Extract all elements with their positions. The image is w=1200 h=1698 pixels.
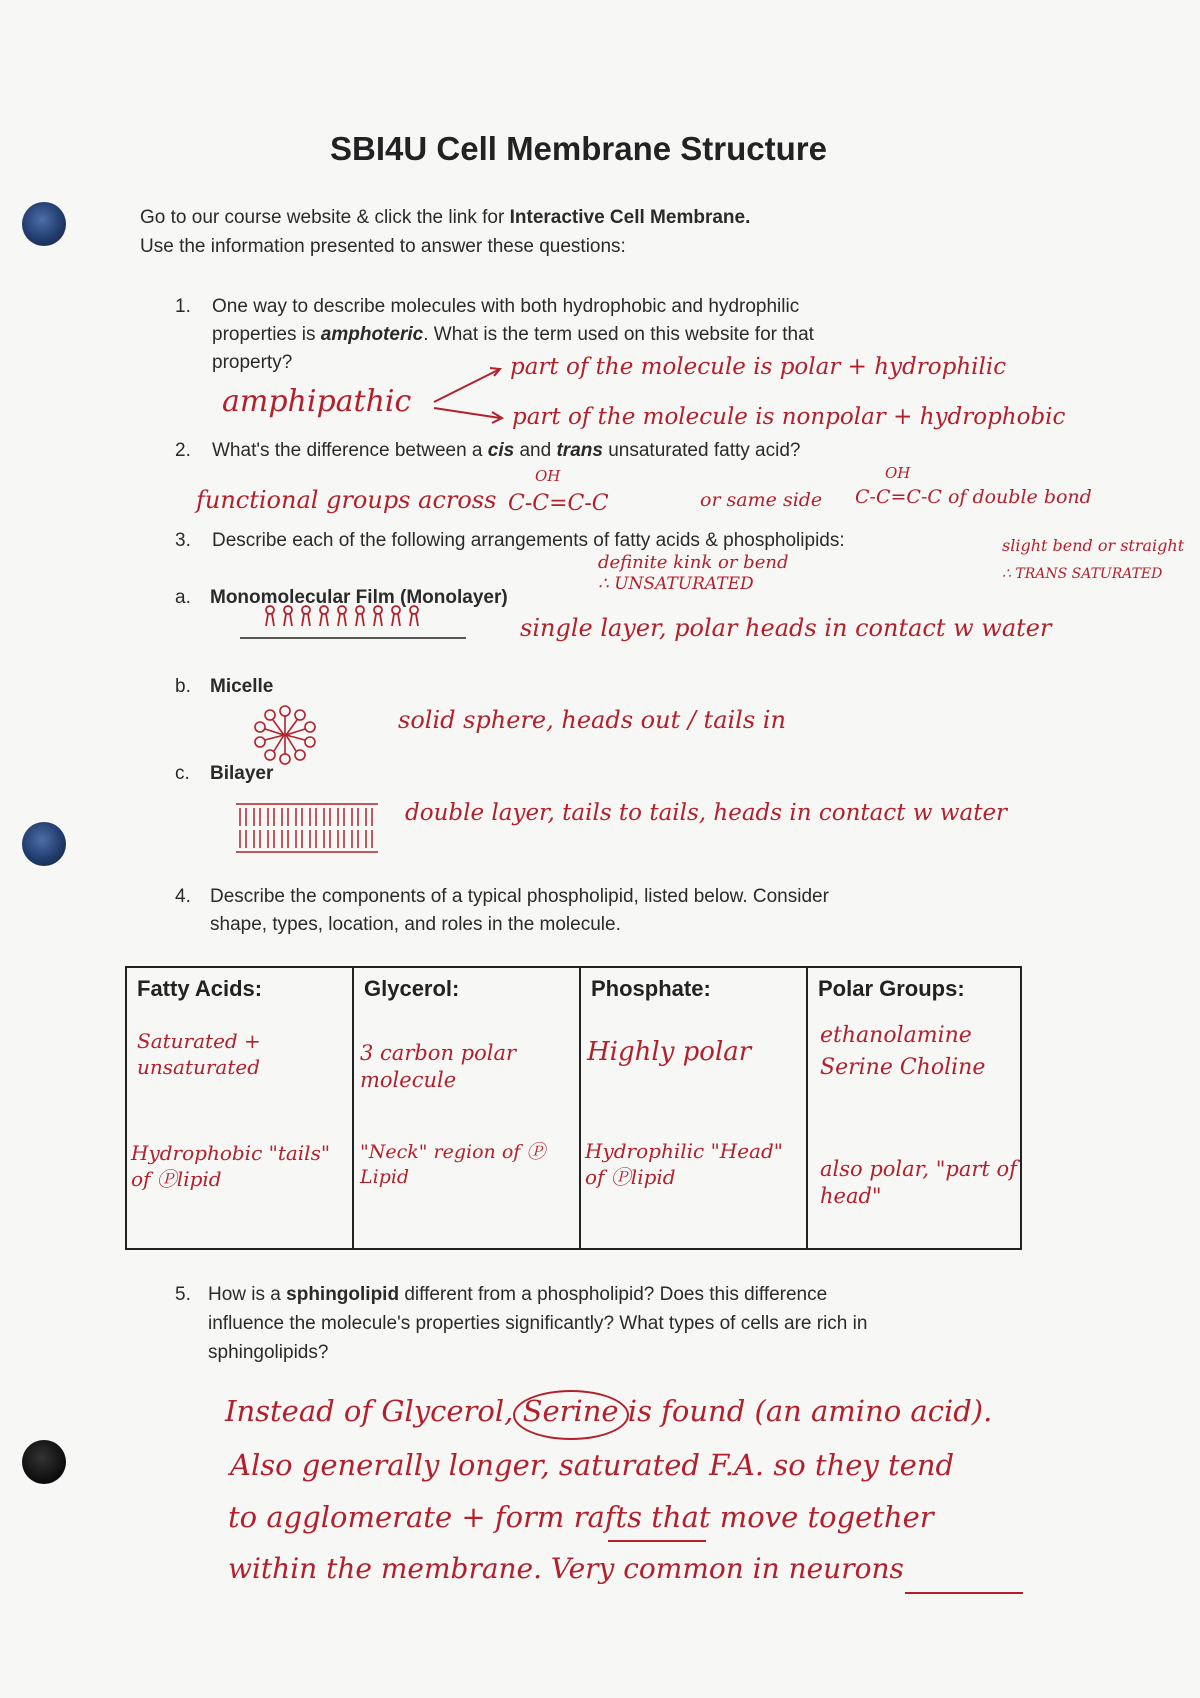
q5-answer-line-2: Also generally longer, saturated F.A. so they tend	[230, 1448, 955, 1482]
page-title: SBI4U Cell Membrane Structure	[330, 130, 827, 167]
fatty-acids-header: Fatty Acids:	[137, 976, 263, 1001]
q1-note-polar: part of the molecule is polar + hydrophilic	[510, 354, 1007, 380]
q2-oh-cis: OH	[535, 467, 561, 485]
q2-answer-cis: functional groups across	[196, 486, 497, 514]
q2-text-pre: What's the difference between a	[212, 440, 488, 461]
phosphate-cell	[580, 967, 807, 1249]
q3-number: 3.	[175, 530, 191, 551]
q2-oh-trans: OH	[885, 464, 911, 482]
phosphate-header: Phosphate:	[591, 976, 711, 1001]
q5-line-3: sphingolipids?	[208, 1342, 329, 1363]
monolayer-sketch	[240, 602, 470, 652]
q3-question: Describe each of the following arrangements of fatty acids & phospholipids:	[212, 530, 845, 551]
q3a-answer: single layer, polar heads in contact w water	[520, 614, 1052, 642]
q2-cis: cis	[487, 440, 515, 461]
q3c-text-bold: Bilayer	[210, 763, 274, 784]
punch-hole-middle	[22, 822, 66, 866]
glycerol-answer-2: "Neck" region of Ⓟ Lipid	[360, 1141, 546, 1188]
q1-answer: amphipathic	[222, 384, 412, 419]
glycerol-header: Glycerol:	[364, 976, 460, 1001]
q5-line-2: influence the molecule's properties significantly? What types of cells are rich in	[208, 1313, 868, 1334]
q1-line-2	[212, 324, 814, 346]
intro-line-1	[140, 207, 750, 229]
q2-cis-note-1: definite kink or bend	[598, 552, 789, 573]
rafts-underline	[608, 1540, 706, 1542]
q1-line-2-post: . What is the term used on this website for that	[423, 324, 814, 345]
q2-number: 2.	[175, 440, 191, 461]
q2-text-mid: and	[514, 440, 557, 461]
punch-hole-top	[22, 202, 66, 246]
q3b-label: b.	[175, 676, 191, 697]
q1-number: 1.	[175, 296, 191, 317]
q4-line-1: Describe the components of a typical phospholipid, listed below. Consider	[210, 886, 829, 907]
intro-text: Go to our course website & click the link for	[140, 207, 510, 228]
q2-question	[212, 440, 800, 462]
q5-line-1-pre: How is a	[208, 1284, 287, 1305]
phosphate-answer-1: Highly polar	[587, 1037, 752, 1067]
q5-line-1	[208, 1284, 827, 1306]
intro-line-2: Use the information presented to answer these questions:	[140, 236, 626, 257]
micelle-sketch	[250, 705, 320, 765]
neurons-underline	[905, 1592, 1023, 1594]
q1-line-3: property?	[212, 352, 293, 373]
q5-answer-line-4: within the membrane. Very common in neurons	[228, 1552, 904, 1585]
q1-line-2-pre: properties is	[212, 324, 321, 345]
q1-amphoteric: amphoteric	[320, 324, 424, 345]
bilayer-sketch	[232, 798, 382, 858]
interactive-cell-membrane-link-text: Interactive Cell Membrane.	[509, 207, 751, 228]
q4-line-2: shape, types, location, and roles in the molecule.	[210, 914, 621, 935]
q2-formula-cis: C-C=C-C	[508, 491, 609, 516]
phospholipid-components-table	[125, 966, 1022, 1250]
q5-line-1-post: different from a phospholipid? Does this difference	[399, 1284, 828, 1305]
q2-cis-note-2: ∴ UNSATURATED	[598, 574, 754, 594]
q1-note-nonpolar: part of the molecule is nonpolar + hydrophobic	[512, 404, 1066, 430]
fatty-acids-cell	[126, 967, 353, 1249]
q3c-text	[210, 763, 273, 785]
q3b-text-bold: Micelle	[210, 676, 274, 697]
q1-arrows	[430, 362, 510, 432]
q2-trans-note-1: slight bend or straight	[1002, 536, 1185, 555]
fatty-acids-answer-1: Saturated + unsaturated	[137, 1029, 261, 1079]
q2-text-post: unsaturated fatty acid?	[602, 440, 801, 461]
punch-hole-bottom	[22, 1440, 66, 1484]
q3b-answer: solid sphere, heads out / tails in	[398, 706, 786, 734]
q5-answer-line-1: Instead of Glycerol, Serine is found (an amino acid).	[225, 1394, 993, 1428]
polar-groups-header: Polar Groups:	[818, 976, 965, 1001]
q2-answer-trans: or same side	[700, 489, 823, 511]
q4-number: 4.	[175, 886, 191, 907]
polar-groups-answer-1: ethanolamine Serine Choline	[820, 1023, 986, 1080]
q5-answer-line-3: to agglomerate + form rafts that move together	[228, 1500, 934, 1534]
serine-circle	[513, 1390, 629, 1440]
glycerol-answer-1: 3 carbon polar molecule	[360, 1041, 517, 1093]
q3b-text	[210, 676, 273, 698]
polar-groups-answer-2: also polar, "part of head"	[820, 1157, 1017, 1209]
q5-number: 5.	[175, 1284, 191, 1305]
q3c-label: c.	[175, 763, 190, 784]
q3c-answer: double layer, tails to tails, heads in contact w water	[405, 800, 1008, 826]
q3a-label: a.	[175, 587, 191, 608]
phosphate-answer-2: Hydrophilic "Head" of Ⓟlipid	[585, 1139, 783, 1189]
q2-trans: trans	[556, 440, 603, 461]
glycerol-cell	[353, 967, 580, 1249]
q2-formula-trans: C-C=C-C of double bond	[855, 486, 1092, 508]
q2-trans-note-2: ∴ TRANS SATURATED	[1002, 566, 1163, 582]
polar-groups-cell	[807, 967, 1021, 1249]
q3a-text-bold: Monomolecular Film (Monolayer)	[210, 587, 508, 608]
q1-line-1: One way to describe molecules with both hydrophobic and hydrophilic	[212, 296, 800, 317]
fatty-acids-answer-2: Hydrophobic "tails" of Ⓟlipid	[131, 1141, 331, 1191]
q5-sphingolipid: sphingolipid	[286, 1284, 400, 1305]
